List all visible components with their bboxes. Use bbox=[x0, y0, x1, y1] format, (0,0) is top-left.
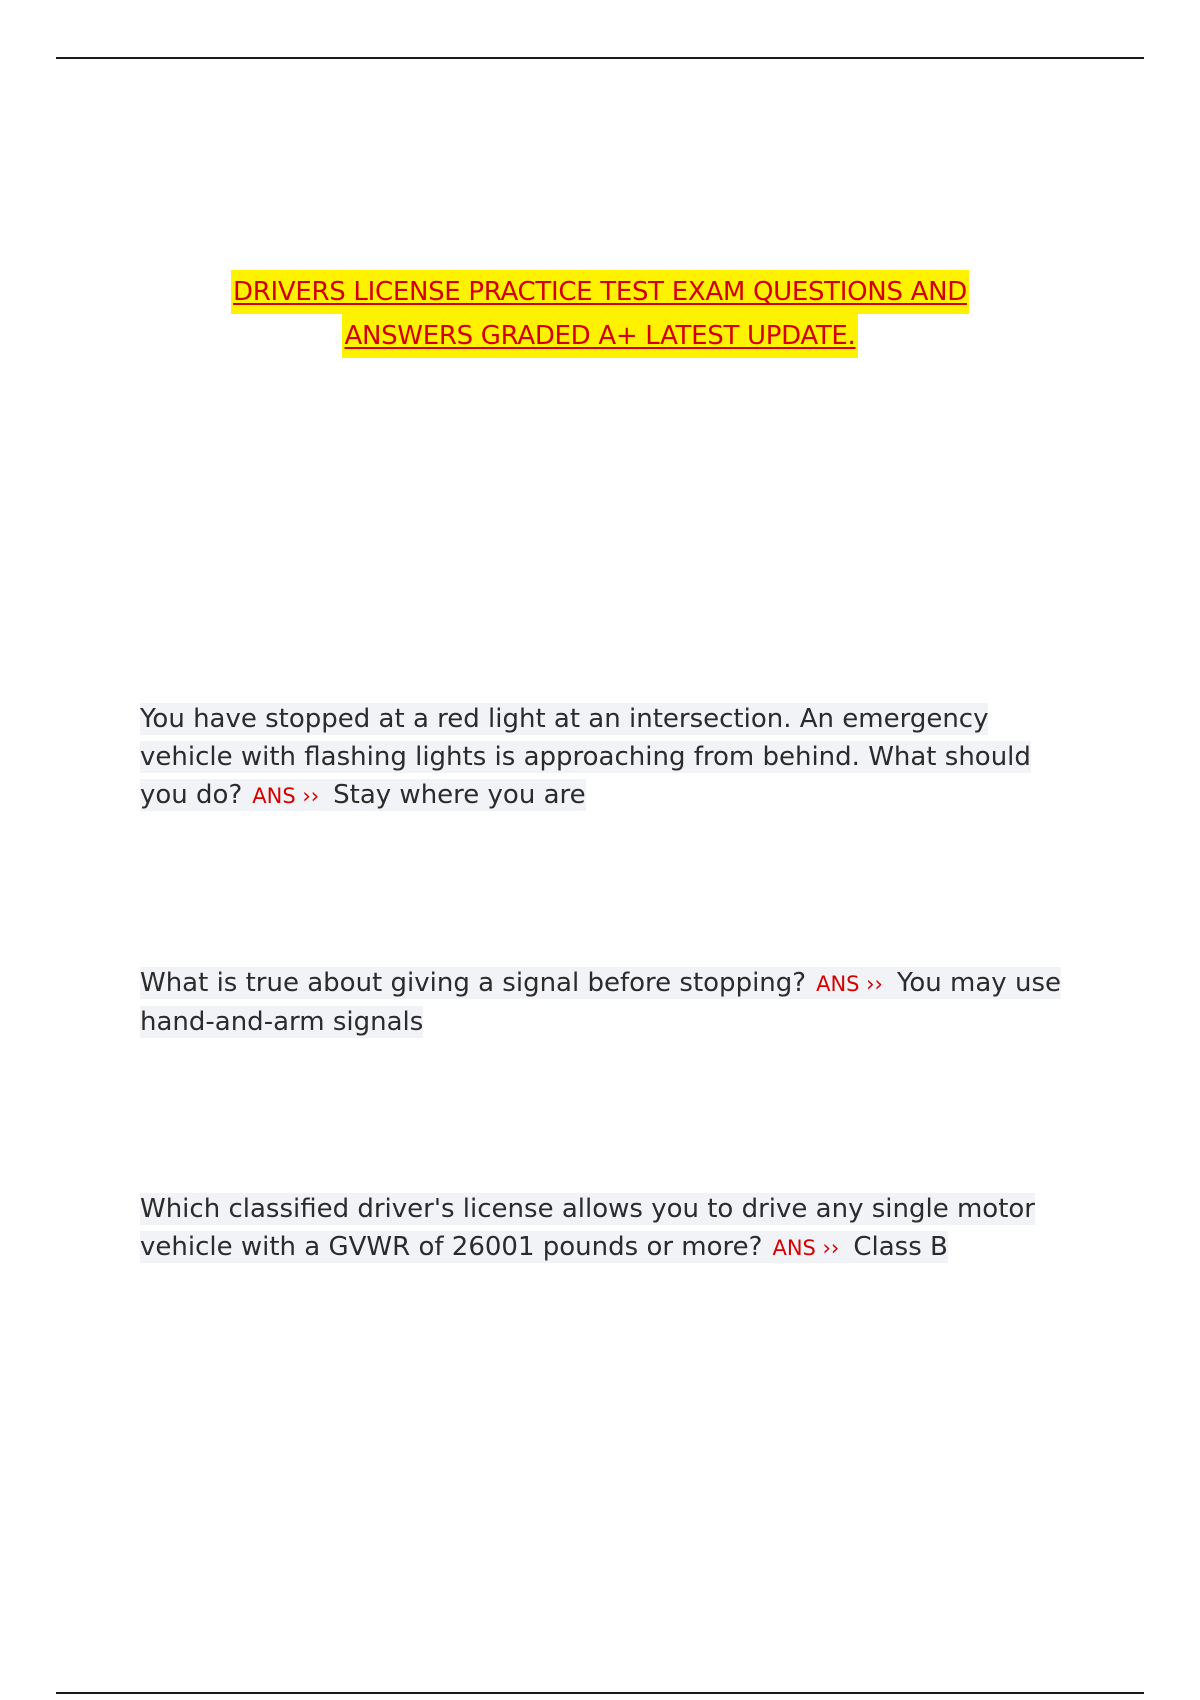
ans-marker: ANS ›› bbox=[816, 972, 883, 996]
document-title bbox=[0, 270, 1200, 358]
qa-item-3 bbox=[140, 1190, 1070, 1267]
answer-text: Stay where you are bbox=[333, 780, 586, 810]
answer-text: You may use hand-and-arm signals bbox=[140, 968, 1061, 1037]
qa-item-2 bbox=[140, 964, 1070, 1041]
question-text: Which classified driver's license allows you to drive any single motor vehicle with a GVWR of 26001 pounds or more? bbox=[140, 1194, 1035, 1262]
question-text: What is true about giving a signal before stopping? bbox=[140, 968, 807, 998]
ans-marker: ANS ›› bbox=[772, 1236, 840, 1260]
top-rule bbox=[56, 57, 1144, 59]
title-line-1: DRIVERS LICENSE PRACTICE TEST EXAM QUESTIONS AND bbox=[231, 270, 969, 314]
bottom-rule bbox=[56, 1692, 1144, 1694]
qa-item-1 bbox=[140, 700, 1070, 815]
answer-text: Class B bbox=[853, 1232, 948, 1262]
ans-marker: ANS ›› bbox=[252, 784, 320, 808]
question-text: You have stopped at a red light at an intersection. An emergency vehicle with flashing lights is approaching from behind. What should you do? bbox=[140, 704, 1031, 810]
title-line-2: ANSWERS GRADED A+ LATEST UPDATE. bbox=[342, 314, 857, 358]
